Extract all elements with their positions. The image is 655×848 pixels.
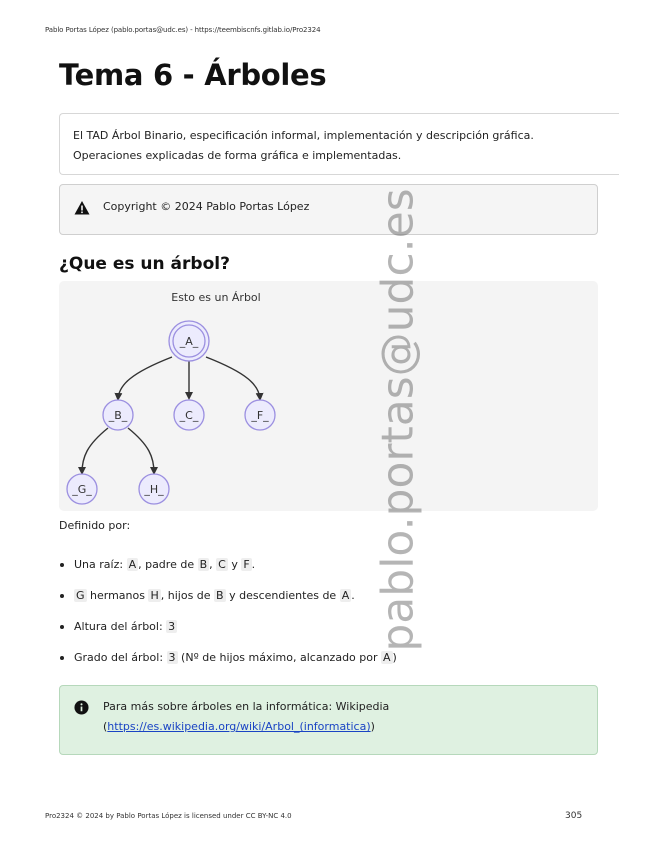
- text: Grado del árbol:: [74, 651, 167, 664]
- inline-code: B: [199, 558, 208, 571]
- text: .: [351, 589, 355, 602]
- info-callout: [59, 685, 598, 755]
- inline-code: A: [341, 589, 350, 602]
- text: ,: [209, 558, 217, 571]
- node-f-label: _F_: [251, 409, 269, 422]
- warning-icon: [74, 200, 90, 216]
- section-title: ¿Que es un árbol?: [59, 254, 230, 274]
- wikipedia-link[interactable]: https://es.wikipedia.org/wiki/Arbol_(informatica): [107, 720, 371, 733]
- text: y descendientes de: [225, 589, 340, 602]
- edge-a-b: [118, 357, 172, 399]
- summary-box: [59, 113, 619, 175]
- defined-by-label: Definido por:: [59, 519, 131, 532]
- text: , padre de: [138, 558, 198, 571]
- text: .: [251, 558, 256, 571]
- node-f: [245, 400, 275, 430]
- text: (: [103, 720, 108, 733]
- summary-line-1: El TAD Árbol Binario, especificación informal, implementación y descripción gráfica.: [73, 129, 534, 142]
- page-title: Tema 6 - Árboles: [59, 58, 327, 92]
- info-icon: [74, 700, 89, 715]
- info-text: [103, 697, 583, 737]
- node-g: [67, 474, 97, 504]
- inline-code: A: [128, 558, 137, 571]
- node-a: [169, 321, 209, 361]
- footer-license: Pro2324 © 2024 by Pablo Portas López is licensed under CC BY-NC 4.0: [45, 812, 292, 820]
- copyright-text: Copyright © 2024 Pablo Portas López: [103, 200, 310, 213]
- node-h-label: _H_: [144, 483, 164, 496]
- node-a-label: _A_: [179, 335, 199, 348]
- node-c-label: _C_: [179, 409, 199, 422]
- text: hermanos: [86, 589, 149, 602]
- copyright-callout: [59, 184, 598, 235]
- inline-code: C: [218, 558, 226, 571]
- node-g-label: _G_: [72, 483, 92, 496]
- inline-code: A: [383, 651, 391, 664]
- edge-a-f: [206, 357, 260, 399]
- inline-code: 3: [168, 651, 176, 664]
- edge-b-h: [128, 428, 154, 473]
- page-number: 305: [565, 811, 583, 821]
- summary-line-2: Operaciones explicadas de forma gráfica e implementadas.: [73, 149, 402, 162]
- edge-b-g: [82, 428, 108, 473]
- text: y: [227, 558, 242, 571]
- node-b: [103, 400, 133, 430]
- diagram-title: Esto es un Árbol: [171, 291, 261, 304]
- list-item: [59, 551, 397, 582]
- inline-code: H: [150, 589, 159, 602]
- text: (Nº de hijos máximo, alcanzado por: [177, 651, 382, 664]
- inline-code: 3: [168, 620, 176, 633]
- list-item: [59, 613, 397, 644]
- node-c: [174, 400, 204, 430]
- summary-text: [73, 126, 613, 166]
- page-header: Pablo Portas López (pablo.portas@udc.es) - https://teembiscnfs.gitlab.io/Pro2324: [45, 26, 321, 34]
- text: ): [370, 720, 375, 733]
- tree-diagram: [59, 281, 598, 511]
- inline-code: B: [216, 589, 224, 602]
- definition-list: [59, 551, 397, 675]
- text: ): [392, 651, 397, 664]
- text: Una raíz:: [74, 558, 127, 571]
- list-item: [59, 644, 397, 675]
- node-h: [139, 474, 169, 504]
- text: Altura del árbol:: [74, 620, 167, 633]
- node-b-label: _B_: [108, 409, 128, 422]
- watermark: pablo.portas@udc.es: [372, 188, 424, 652]
- inline-code: F: [243, 558, 250, 571]
- inline-code: G: [76, 589, 85, 602]
- text: , hijos de: [160, 589, 215, 602]
- list-item: [59, 582, 397, 613]
- info-line-1: Para más sobre árboles en la informática: Wikipedia: [103, 700, 390, 713]
